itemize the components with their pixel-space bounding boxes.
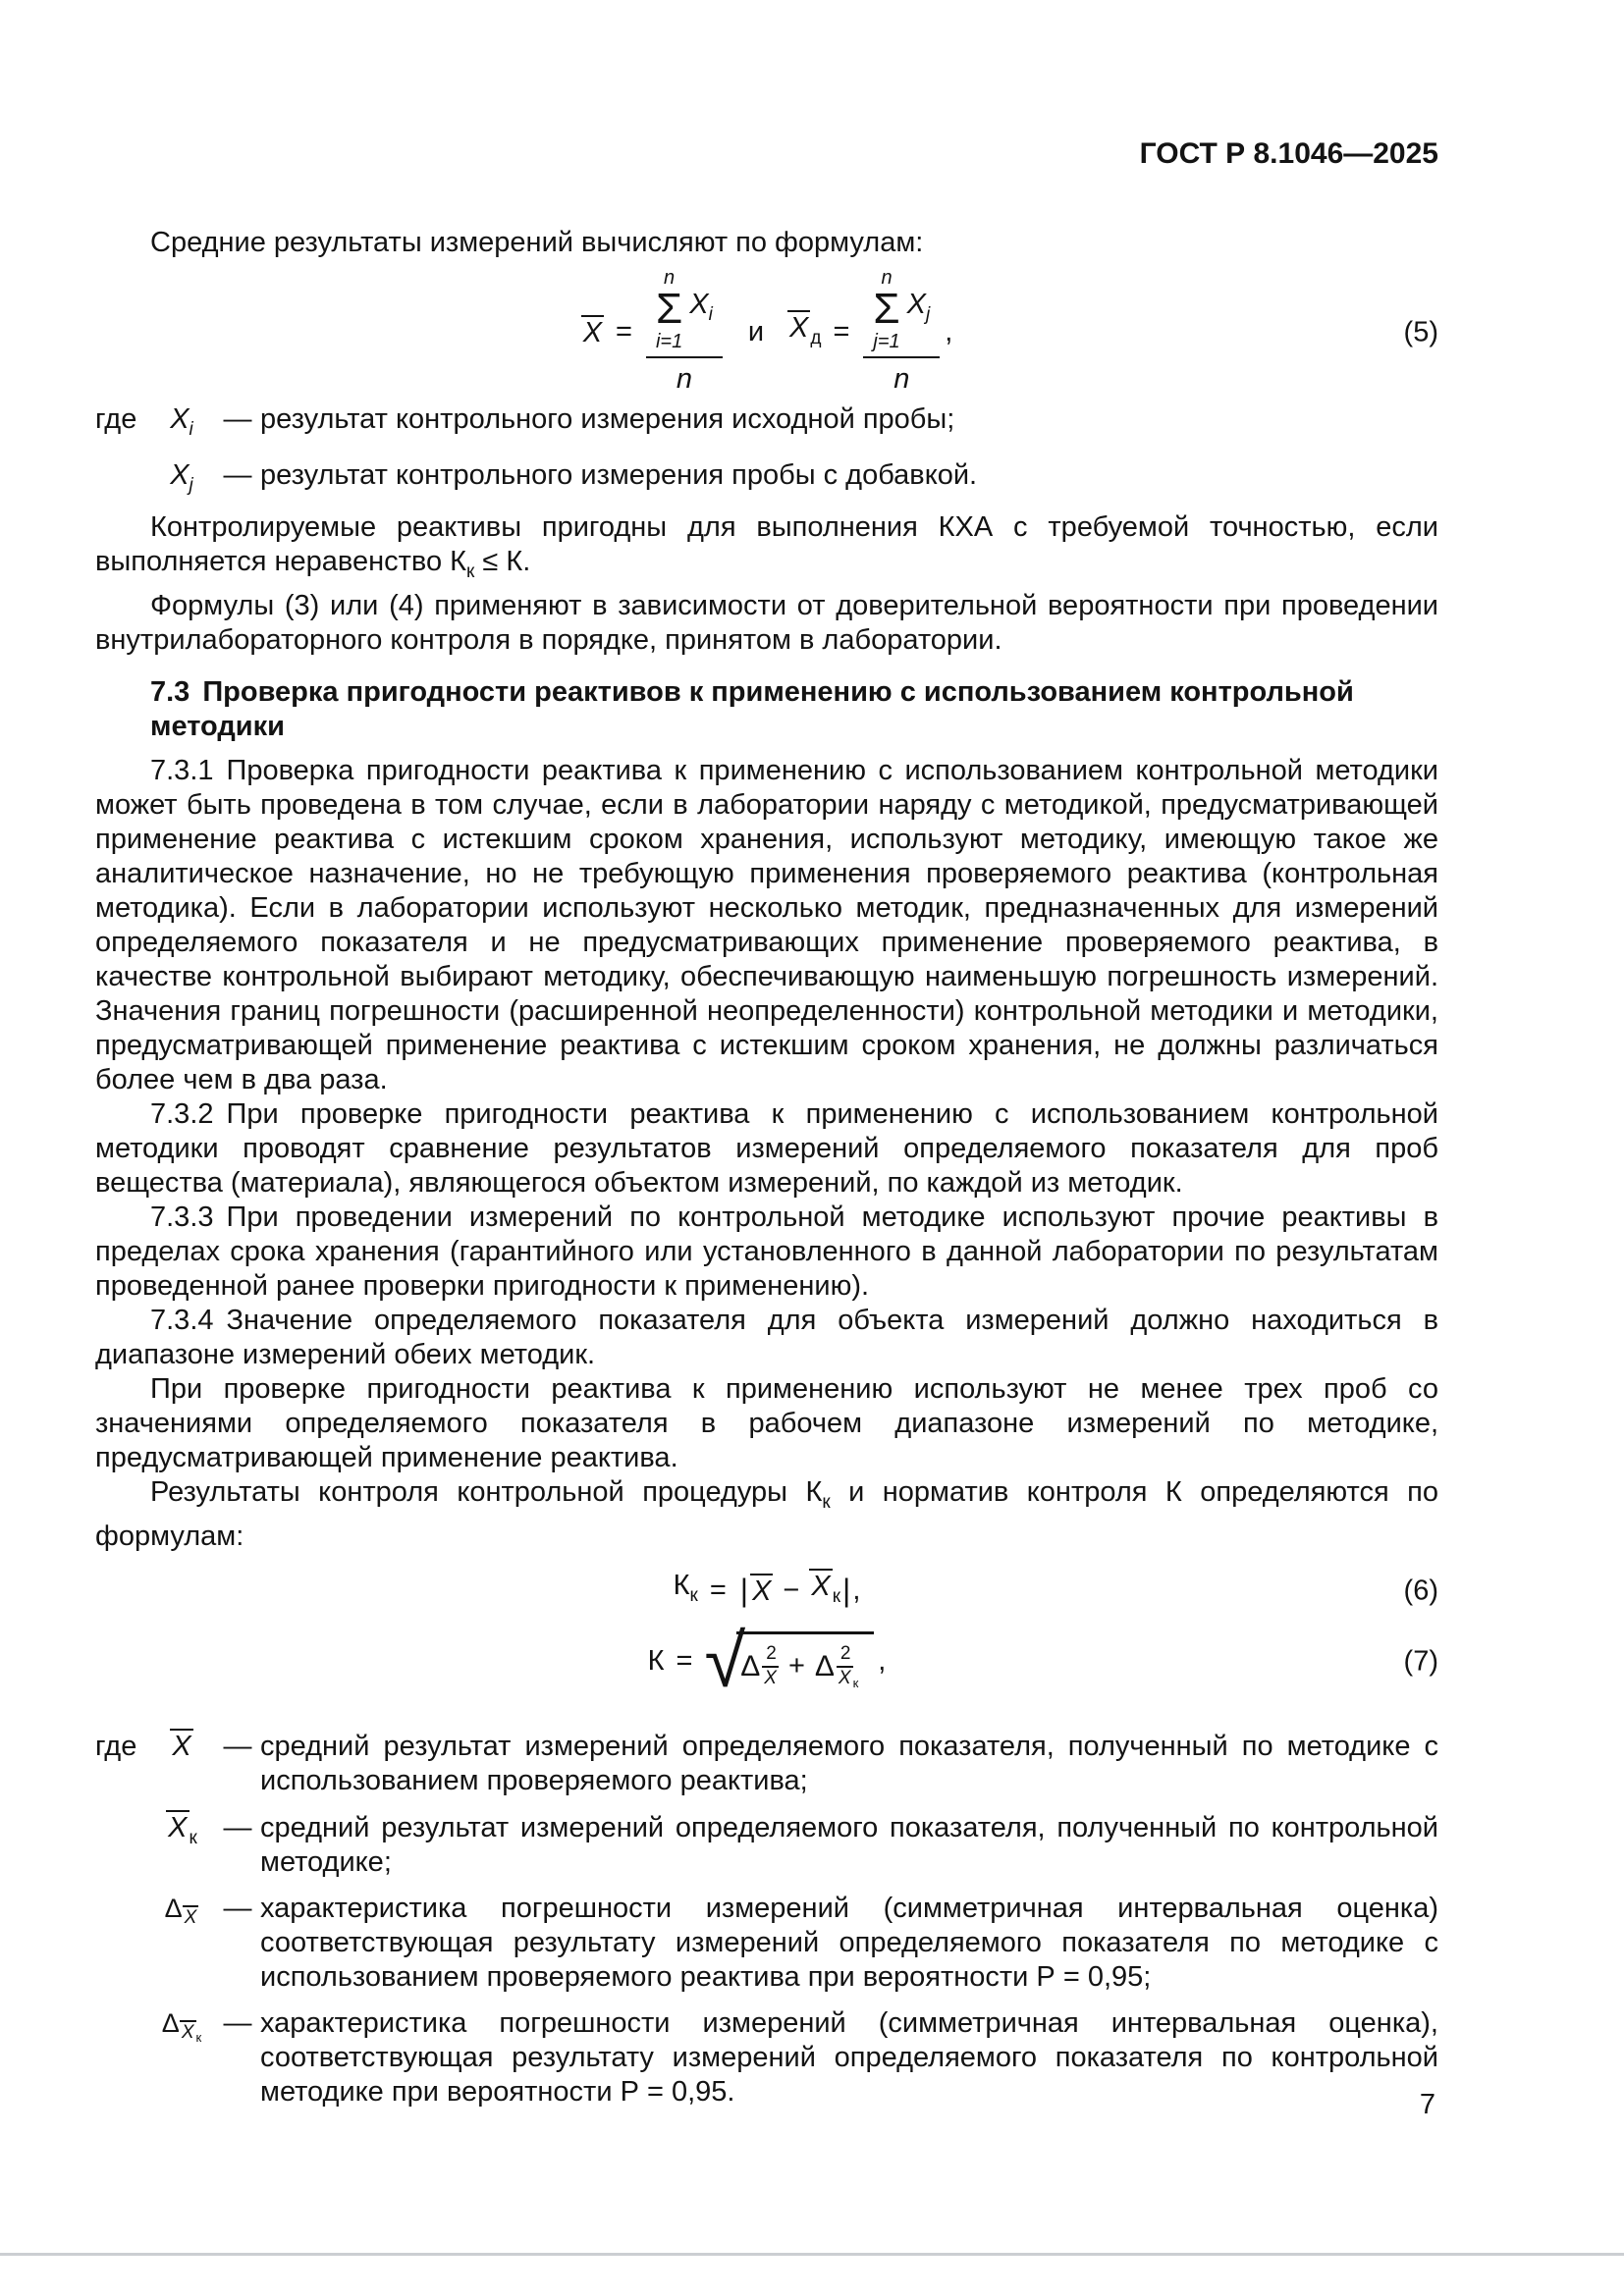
equals-sign: = <box>833 316 850 348</box>
term-definition: средний результат измерений определяемого показателя, полученный по методике с использованием проверяемого реактива; <box>260 1730 1438 1796</box>
abs-bar: | <box>739 1573 749 1609</box>
where-item <box>95 1892 1438 1995</box>
k-control-symbol: $К_к$ <box>673 1570 698 1607</box>
dash: — <box>223 1811 252 1843</box>
conjunction-and: и <box>747 316 765 348</box>
dash: — <box>223 1730 252 1762</box>
equals-sign: = <box>709 1575 727 1607</box>
section-heading-7-3: 7.3 Проверка пригодности реактивов к применению с использованием контрольной методики <box>150 675 1354 742</box>
where-list-1 <box>95 402 1438 503</box>
comma: , <box>878 1645 887 1678</box>
dash: — <box>223 459 252 492</box>
formula-number: (5) <box>1403 316 1438 348</box>
term-delta-x-k: Δ X к <box>161 2007 202 2045</box>
where-item <box>95 1810 1438 1880</box>
delta-x-squared: Δ 2 X <box>740 1642 777 1688</box>
x-mean-k-symbol: X $_к$ <box>811 1570 841 1607</box>
comma: , <box>945 316 953 348</box>
sum-symbol <box>656 268 682 351</box>
x-j-variable: $X_j$ <box>906 289 931 326</box>
x-mean-symbol: X <box>752 1575 772 1608</box>
sum-upper-limit: n <box>664 267 676 289</box>
paragraph-kha-condition: Контролируемые реактивы пригодны для выполнения КХА с требуемой точностью, если выполняется неравенство $К_к \le К$. <box>95 511 1438 582</box>
clause-7-3-4: 7.3.4 Значение определяемого показателя для объекта измерений должно находиться в диапазоне измерений обеих методик. <box>95 1304 1438 1370</box>
where-lead: где <box>95 1730 137 1762</box>
formula-5 <box>95 268 1438 397</box>
paragraph-control-results: Результаты контроля контрольной процедуры $К_к$ и норматив контроля К определяются по формулам: <box>95 1475 1438 1552</box>
x-mean-d-symbol: X $_д$ <box>789 311 822 348</box>
sigma-icon: Σ <box>873 285 900 333</box>
equals-sign: = <box>676 1645 693 1678</box>
term-definition: результат контрольного измерения пробы с добавкой. <box>260 459 978 492</box>
sum-lower-limit: j=1 <box>873 331 900 353</box>
sum-symbol <box>873 268 899 351</box>
dash: — <box>223 1892 252 1924</box>
denominator-n: n <box>676 363 692 396</box>
fraction-2 <box>863 268 940 397</box>
square-root <box>704 1619 874 1703</box>
formula-7-body <box>647 1619 887 1703</box>
plus-sign: + <box>787 1650 805 1682</box>
running-header: ГОСТ Р 8.1046—2025 <box>1139 137 1438 170</box>
formula-6-body <box>674 1569 861 1614</box>
term-x-i: $X_i$ <box>170 403 193 441</box>
term-definition: характеристика погрешности измерений (симметричная интервальная оценка) соответствующая результату измерений определяемого показателя по методике с использованием проверяемого реактива при вероятности Р = 0,95; <box>260 1892 1438 1993</box>
page-content <box>95 0 1438 2109</box>
term-definition: средний результат измерений определяемого показателя, полученный по контрольной методике; <box>260 1811 1438 1878</box>
where-lead: где <box>95 403 137 436</box>
formula-number: (6) <box>1403 1575 1438 1607</box>
term-definition: результат контрольного измерения исходной пробы; <box>260 403 955 436</box>
term-delta-x: Δ X <box>164 1893 197 1928</box>
paragraph-three-samples: При проверке пригодности реактива к применению используют не менее трех проб со значениями определяемого показателя в рабочем диапазоне измерений по методике, предусматривающей применение реактива. <box>95 1372 1438 1473</box>
lead-paragraph: Средние результаты измерений вычисляют по формулам: <box>150 227 924 258</box>
clause-7-3-2: 7.3.2 При проверке пригодности реактива к применению с использованием контрольной методики проводят сравнение результатов измерений определяемого показателя для проб вещества (материала), являющегося объектом измерений, по каждой из методик. <box>95 1097 1438 1199</box>
radicand <box>736 1631 874 1693</box>
formula-5-body <box>581 268 953 397</box>
x-i-variable: $X_i$ <box>689 289 713 326</box>
delta-x-k-squared: Δ 2 X к <box>814 1642 859 1690</box>
where-item <box>95 1729 1438 1798</box>
clause-7-3-3: 7.3.3 При проведении измерений по контрольной методике используют прочие реактивы в пределах срока хранения (гарантийного или установленного в данной лаборатории по результатам проведенной ранее проверки пригодности к применению). <box>95 1201 1438 1302</box>
fraction-1 <box>646 268 723 397</box>
equals-sign: = <box>616 316 632 348</box>
formula-6 <box>95 1568 1438 1615</box>
minus-sign: − <box>783 1575 800 1607</box>
comma: , <box>852 1575 861 1607</box>
page-bottom-edge <box>0 2253 1624 2256</box>
term-definition: характеристика погрешности измерений (симметричная интервальная оценка), соответствующая результату измерений определяемого показателя по контрольной методике при вероятности Р = 0,95. <box>260 2006 1438 2108</box>
radical-icon: √ <box>704 1619 746 1703</box>
where-list-2 <box>95 1729 1438 2109</box>
formula-7 <box>95 1619 1438 1705</box>
sum-lower-limit: i=1 <box>655 331 683 353</box>
term-x-mean-k: X $_к$ <box>168 1811 197 1848</box>
where-item <box>95 402 1438 447</box>
where-item <box>95 458 1438 503</box>
x-mean-symbol: X <box>582 317 603 349</box>
denominator-n: n <box>893 363 910 396</box>
dash: — <box>223 2006 252 2039</box>
abs-bar: | <box>842 1573 851 1609</box>
term-x-j: $X_j$ <box>170 459 193 497</box>
sigma-icon: Σ <box>656 285 683 333</box>
dash: — <box>223 403 252 436</box>
k-symbol: К <box>647 1645 665 1678</box>
sum-upper-limit: n <box>881 267 893 289</box>
formula-number: (7) <box>1403 1645 1438 1678</box>
page-number: 7 <box>1419 2089 1435 2120</box>
paragraph-formulas-3-4: Формулы (3) или (4) применяют в зависимости от доверительной вероятности при проведении внутрилабораторного контроля в порядке, принятом в лаборатории. <box>95 589 1438 656</box>
term-x-mean: X <box>172 1730 191 1762</box>
clause-7-3-1: 7.3.1 Проверка пригодности реактива к применению с использованием контрольной методики может быть проведена в том случае, если в лаборатории наряду с методикой, предусматривающей применение реактива с истекшим сроком хранения, используют методику, имеющую такое же аналитическое назначение, но не требующую применения проверяемого реактива (контрольная методика). Если в лаборатории используют несколько методик, предназначенных для измерений определяемого показателя и не предусматривающих применение проверяемого реактива, в качестве контрольной выбирают методику, обеспечивающую наименьшую погрешность измерений. Значения границ погрешности (расширенной неопределенности) контрольной методики и методики, предусматривающей применение реактива с истекшим сроком хранения, не должны различаться более чем в два раза. <box>95 754 1438 1095</box>
where-item <box>95 2006 1438 2109</box>
